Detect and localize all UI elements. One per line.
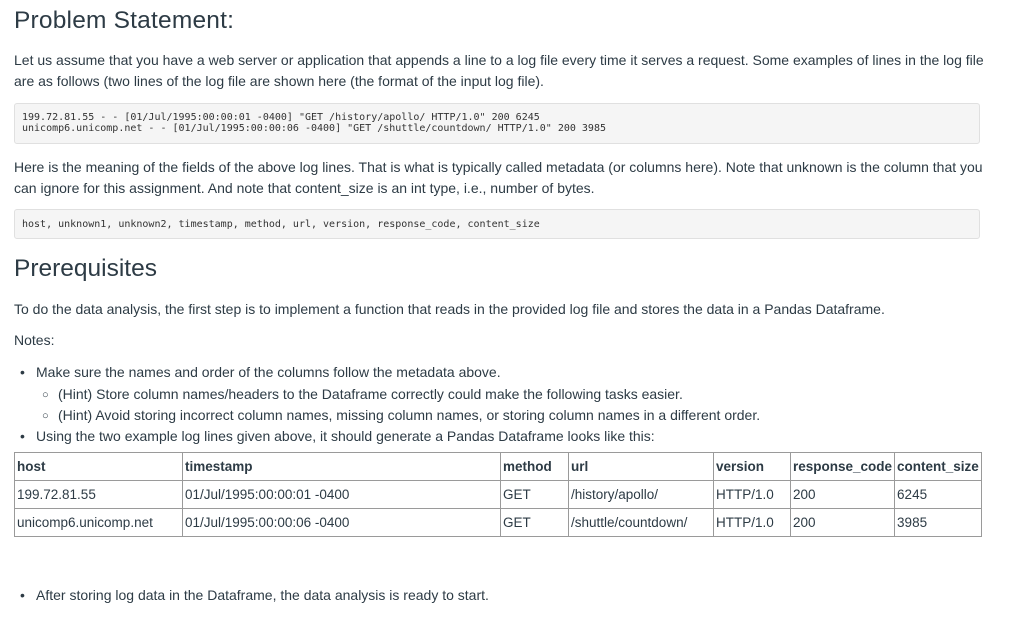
hint-2-text: (Hint) Avoid storing incorrect column names, missing column names, or storing column names in a different order. [58, 407, 761, 423]
table-row [15, 481, 982, 509]
prereq-intro: To do the data analysis, the first step is to implement a function that reads in the provided log file and stores the data in a Pandas Dataframe. [14, 301, 885, 317]
cell-content-size: 6245 [895, 481, 982, 509]
bullet-dot: • [20, 364, 25, 380]
notes-label: Notes: [14, 332, 55, 348]
cell-host: unicomp6.unicomp.net [15, 509, 183, 537]
log-line-2: unicomp6.unicomp.net - - [01/Jul/1995:00:00:06 -0400] "GET /shuttle/countdown/ HTTP/1.0" 200 3985 [22, 123, 606, 134]
prerequisites-heading: Prerequisites [14, 255, 157, 282]
table-row [15, 509, 982, 537]
problem-intro-line1: Let us assume that you have a web server or application that appends a line to a log file every time it serves a request. Some examples of lines in the log file [14, 52, 984, 68]
meaning-line1: Here is the meaning of the fields of the above log lines. That is what is typically called metadata (or columns here). Note that unknown is the column that you [14, 159, 983, 175]
cell-timestamp: 01/Jul/1995:00:00:01 -0400 [183, 481, 501, 509]
table-header-row [15, 453, 982, 481]
bullet-ready-text: After storing log data in the Dataframe, the data analysis is ready to start. [36, 587, 489, 603]
cell-url: /history/apollo/ [569, 481, 714, 509]
header-url: url [569, 453, 714, 481]
cell-response-code: 200 [791, 509, 895, 537]
cell-method: GET [501, 509, 569, 537]
header-response-code: response_code [791, 453, 895, 481]
bullet-column-order-text: Make sure the names and order of the columns follow the metadata above. [36, 364, 501, 380]
bullet-dataframe-example [20, 426, 655, 446]
header-content-size: content_size [895, 453, 982, 481]
log-example-code-block [14, 103, 980, 144]
cell-host: 199.72.81.55 [15, 481, 183, 509]
problem-intro [14, 50, 984, 92]
header-timestamp: timestamp [183, 453, 501, 481]
bullet-dot: • [20, 428, 25, 444]
bullet-dataframe-text: Using the two example log lines given above, it should generate a Pandas Dataframe looks like this: [36, 428, 655, 444]
cell-url: /shuttle/countdown/ [569, 509, 714, 537]
cell-timestamp: 01/Jul/1995:00:00:06 -0400 [183, 509, 501, 537]
bullet-column-order [20, 362, 501, 382]
bullet-ready [20, 585, 489, 605]
bullet-dot: • [20, 587, 25, 603]
dataframe-table [14, 452, 982, 537]
hint-1-text: (Hint) Store column names/headers to the Dataframe correctly could make the following tasks easier. [58, 386, 683, 402]
circle-bullet-icon: ○ [42, 389, 49, 401]
problem-statement-heading: Problem Statement: [14, 7, 235, 34]
cell-method: GET [501, 481, 569, 509]
circle-bullet-icon: ○ [42, 410, 49, 422]
hint-item-2 [42, 405, 761, 425]
header-version: version [714, 453, 791, 481]
header-host: host [15, 453, 183, 481]
hint-item-1 [42, 384, 683, 404]
cell-response-code: 200 [791, 481, 895, 509]
metadata-explanation [14, 157, 984, 199]
header-method: method [501, 453, 569, 481]
log-line-1: 199.72.81.55 - - [01/Jul/1995:00:00:01 -0400] "GET /history/apollo/ HTTP/1.0" 200 6245 [22, 112, 540, 123]
metadata-code-block [14, 209, 980, 239]
problem-intro-line2: are as follows (two lines of the log file are shown here (the format of the input log file). [14, 73, 544, 89]
cell-version: HTTP/1.0 [714, 481, 791, 509]
meaning-line2: can ignore for this assignment. And note that content_size is an int type, i.e., number of bytes. [14, 180, 595, 196]
cell-content-size: 3985 [895, 509, 982, 537]
cell-version: HTTP/1.0 [714, 509, 791, 537]
metadata-columns: host, unknown1, unknown2, timestamp, method, url, version, response_code, content_size [22, 219, 540, 230]
